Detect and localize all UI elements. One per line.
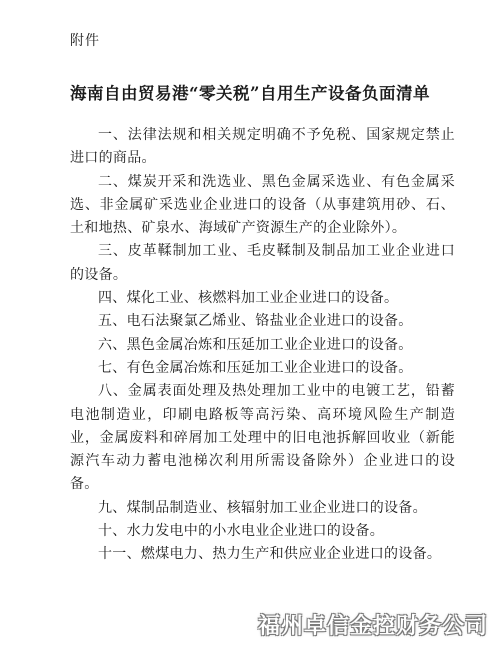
list-item: 八、金属表面处理及热处理加工业中的电镀工艺，铅蓄电池制造业，印刷电路板等高污染、高环境风险生产制造业，金属废料和碎屑加工处理中的旧电池拆解回收业（新能源汽车动力蓄电池梯次利用所需设备除外）企业进口的设备。 <box>70 383 455 493</box>
list-item: 九、煤制品制造业、核辐射加工业企业进口的设备。 <box>98 499 427 516</box>
list-item: 十一、燃煤电力、热力生产和供应业企业进口的设备。 <box>98 546 442 563</box>
document-title: 海南自由贸易港“零关税”自用生产设备负面清单 <box>70 84 430 103</box>
list-item: 四、煤化工业、核燃料加工业企业进口的设备。 <box>98 290 399 307</box>
list-item: 五、电石法聚氯乙烯业、铬盐业企业进口的设备。 <box>98 313 413 330</box>
list-item: 六、黑色金属冶炼和压延加工业企业进口的设备。 <box>98 336 413 353</box>
company-watermark: 福州卓信金控财务公司 <box>257 614 488 639</box>
list-item: 七、有色金属冶炼和压延加工业企业进口的设备。 <box>98 359 413 376</box>
list-item: 十、水力发电中的小水电业企业进口的设备。 <box>98 523 384 540</box>
negative-list-body <box>70 124 455 567</box>
list-item: 三、皮革鞣制加工业、毛皮鞣制及制品加工业企业进口的设备。 <box>70 243 455 283</box>
list-item: 二、煤炭开采和洗选业、黑色金属采选业、有色金属采选、非金属矿采选业企业进口的设备（从事建筑用砂、石、土和地热、矿泉水、海域矿产资源生产的企业除外）。 <box>70 173 455 237</box>
list-item: 一、法律法规和相关规定明确不予免税、国家规定禁止进口的商品。 <box>70 127 455 167</box>
attachment-label: 附件 <box>70 33 100 49</box>
